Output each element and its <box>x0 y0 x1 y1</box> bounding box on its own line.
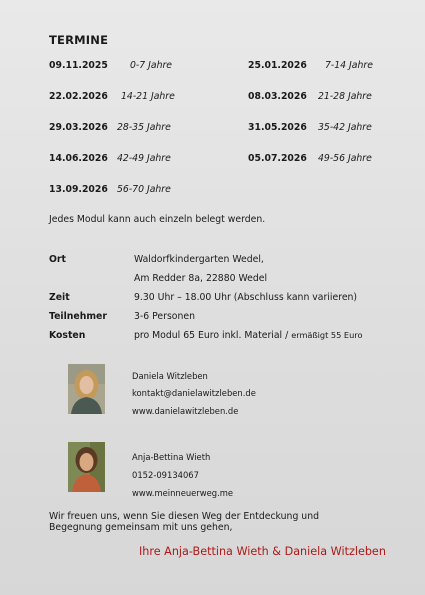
module-note: Jedes Modul kann auch einzeln belegt werden. <box>49 214 266 225</box>
avatar-daniela <box>68 364 105 414</box>
termin-age: 35-42 Jahre <box>318 122 372 133</box>
ort-line2: Am Redder 8a, 22880 Wedel <box>134 273 268 284</box>
ort-label: Ort <box>49 254 66 265</box>
kosten-label: Kosten <box>49 330 86 341</box>
contact-website[interactable]: www.danielawitzleben.de <box>132 406 239 416</box>
teilnehmer-label: Teilnehmer <box>49 311 107 322</box>
termin-date: 08.03.2026 <box>248 91 307 102</box>
signature: Ihre Anja-Bettina Wieth & Daniela Witzleben <box>139 545 386 558</box>
termin-date: 29.03.2026 <box>49 122 108 133</box>
termin-date: 22.02.2026 <box>49 91 108 102</box>
termin-date: 25.01.2026 <box>248 60 307 71</box>
teilnehmer-value: 3-6 Personen <box>134 311 195 322</box>
closing-line2: Begegnung gemeinsam mit uns gehen, <box>49 522 233 533</box>
contact-email[interactable]: kontakt@danielawitzleben.de <box>132 388 256 398</box>
termin-date: 31.05.2026 <box>248 122 307 133</box>
termin-date: 14.06.2026 <box>49 153 108 164</box>
contact-website[interactable]: www.meinneuerweg.me <box>132 488 234 498</box>
termin-age: 56-70 Jahre <box>117 184 171 195</box>
contact-phone[interactable]: 0152-09134067 <box>132 470 199 480</box>
kosten-value <box>134 330 362 341</box>
zeit-label: Zeit <box>49 292 70 303</box>
ort-line1: Waldorfkindergarten Wedel, <box>134 254 264 265</box>
page-title: TERMINE <box>49 33 109 47</box>
avatar-anja <box>68 442 105 492</box>
termin-date: 13.09.2026 <box>49 184 108 195</box>
termin-age: 7-14 Jahre <box>325 60 373 71</box>
termin-age: 28-35 Jahre <box>117 122 171 133</box>
termin-age: 0-7 Jahre <box>130 60 173 71</box>
termin-date: 09.11.2025 <box>49 60 108 71</box>
termin-date: 05.07.2026 <box>248 153 307 164</box>
termin-age: 42-49 Jahre <box>117 153 171 164</box>
contact-name: Anja-Bettina Wieth <box>132 452 211 462</box>
kosten-reduced: ermäßigt 55 Euro <box>291 330 363 340</box>
closing-line1: Wir freuen uns, wenn Sie diesen Weg der Entdeckung und <box>49 511 319 522</box>
zeit-value: 9.30 Uhr – 18.00 Uhr (Abschluss kann variieren) <box>134 292 358 303</box>
closing-text <box>49 511 349 533</box>
termin-age: 14-21 Jahre <box>121 91 175 102</box>
contact-name: Daniela Witzleben <box>132 371 208 381</box>
termin-age: 49-56 Jahre <box>318 153 372 164</box>
kosten-main: pro Modul 65 Euro inkl. Material / <box>134 330 292 341</box>
termin-age: 21-28 Jahre <box>318 91 372 102</box>
